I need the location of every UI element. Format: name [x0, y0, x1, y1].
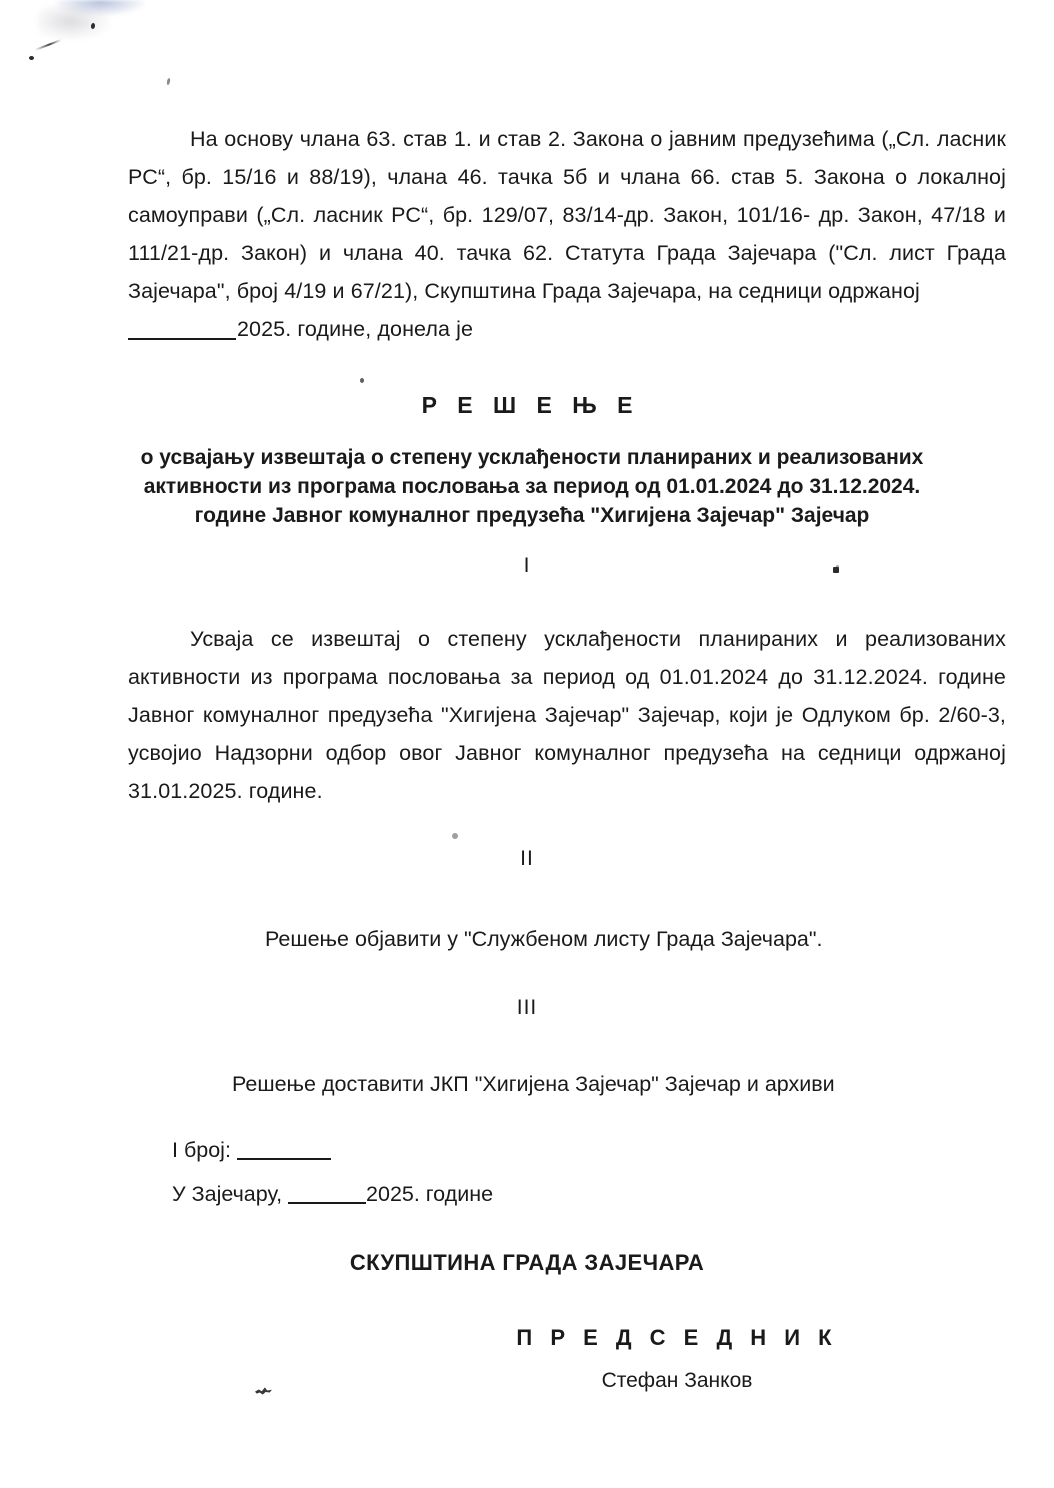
- preamble-text: На основу члана 63. став 1. и став 2. Закона о јавним предузећима („Сл. ласник РС“, бр. 15/16 и 88/19), члана 46. тачка 5б и члана 66. став 5. Закона о локалној самоуправи („Сл. ласник РС“, бр. 129/07, 83/14-др. Закон, 101/16- др. Закон, 47/18 и 111/21-др. Закон) и члана 40. тачка 62. Статута Града Зајечара ("Сл. лист Града Зајечара", број 4/19 и 67/21), Скупштина Града Зајечара, на седници одржаној: [128, 127, 1006, 303]
- president-title: П Р Е Д С Е Д Н И К: [516, 1325, 838, 1350]
- footer-place-line: [172, 1177, 493, 1211]
- scan-speck-artifact: [166, 78, 170, 85]
- footer-number-label: I број:: [172, 1138, 231, 1162]
- section-numeral-1: I: [523, 554, 531, 577]
- scan-streak-artifact: [35, 39, 62, 51]
- footer-place-year: 2025. године: [366, 1182, 494, 1206]
- scan-speck-artifact: [360, 378, 364, 383]
- section-numeral-3: III: [516, 996, 538, 1019]
- footer-number-blank-rule: [237, 1158, 331, 1160]
- scan-speck-artifact: [91, 23, 96, 29]
- section-1-body: [128, 620, 1006, 810]
- footer-date-blank-rule: [288, 1202, 366, 1204]
- section-1-text: Усваја се извештај о степену усклађености планираних и реализованих активности из програма пословања за период од 01.01.2024 до 31.12.2024. године Јавног комуналног предузећа "Хигијена Зајечар" Зајечар, који је Одлуком бр. 2/60-3, усвојио Надзорни одбор овог Јавног комуналног предузећа на седници одржаној 31.01.2025. године.: [128, 627, 1006, 803]
- president-name: Стефан Занков: [601, 1369, 753, 1392]
- date-blank-rule: [128, 338, 236, 340]
- scan-speck-artifact: [451, 832, 459, 840]
- section-3-body: Решење доставити ЈКП "Хигијена Зајечар" Зајечар и архиви: [232, 1072, 835, 1096]
- scan-smudge-artifact: [38, 6, 110, 40]
- section-2-body: Решење објавити у "Службеном листу Града Зајечара".: [265, 927, 823, 951]
- scan-speck-artifact: [29, 56, 34, 60]
- footer-place-label: У Зајечару,: [172, 1182, 283, 1206]
- assembly-name: СКУПШТИНА ГРАДА ЗАЈЕЧАРА: [349, 1250, 705, 1275]
- footer-number-line: [172, 1133, 331, 1167]
- scan-smudge-artifact: [55, 0, 145, 16]
- preamble-date-suffix: 2025. године, донела је: [237, 317, 474, 341]
- preamble-paragraph: [128, 120, 1006, 348]
- document-heading: Р Е Ш Е Њ Е: [421, 392, 640, 418]
- document-subtitle: о усвајању извештаја о степену усклађености планираних и реализованих активности из програма пословања за период од 01.01.2024 до 31.12.2024. године Јавног комуналног предузећа "Хигијена Зајечар" Зајечар: [140, 446, 924, 527]
- section-numeral-2: II: [520, 847, 534, 870]
